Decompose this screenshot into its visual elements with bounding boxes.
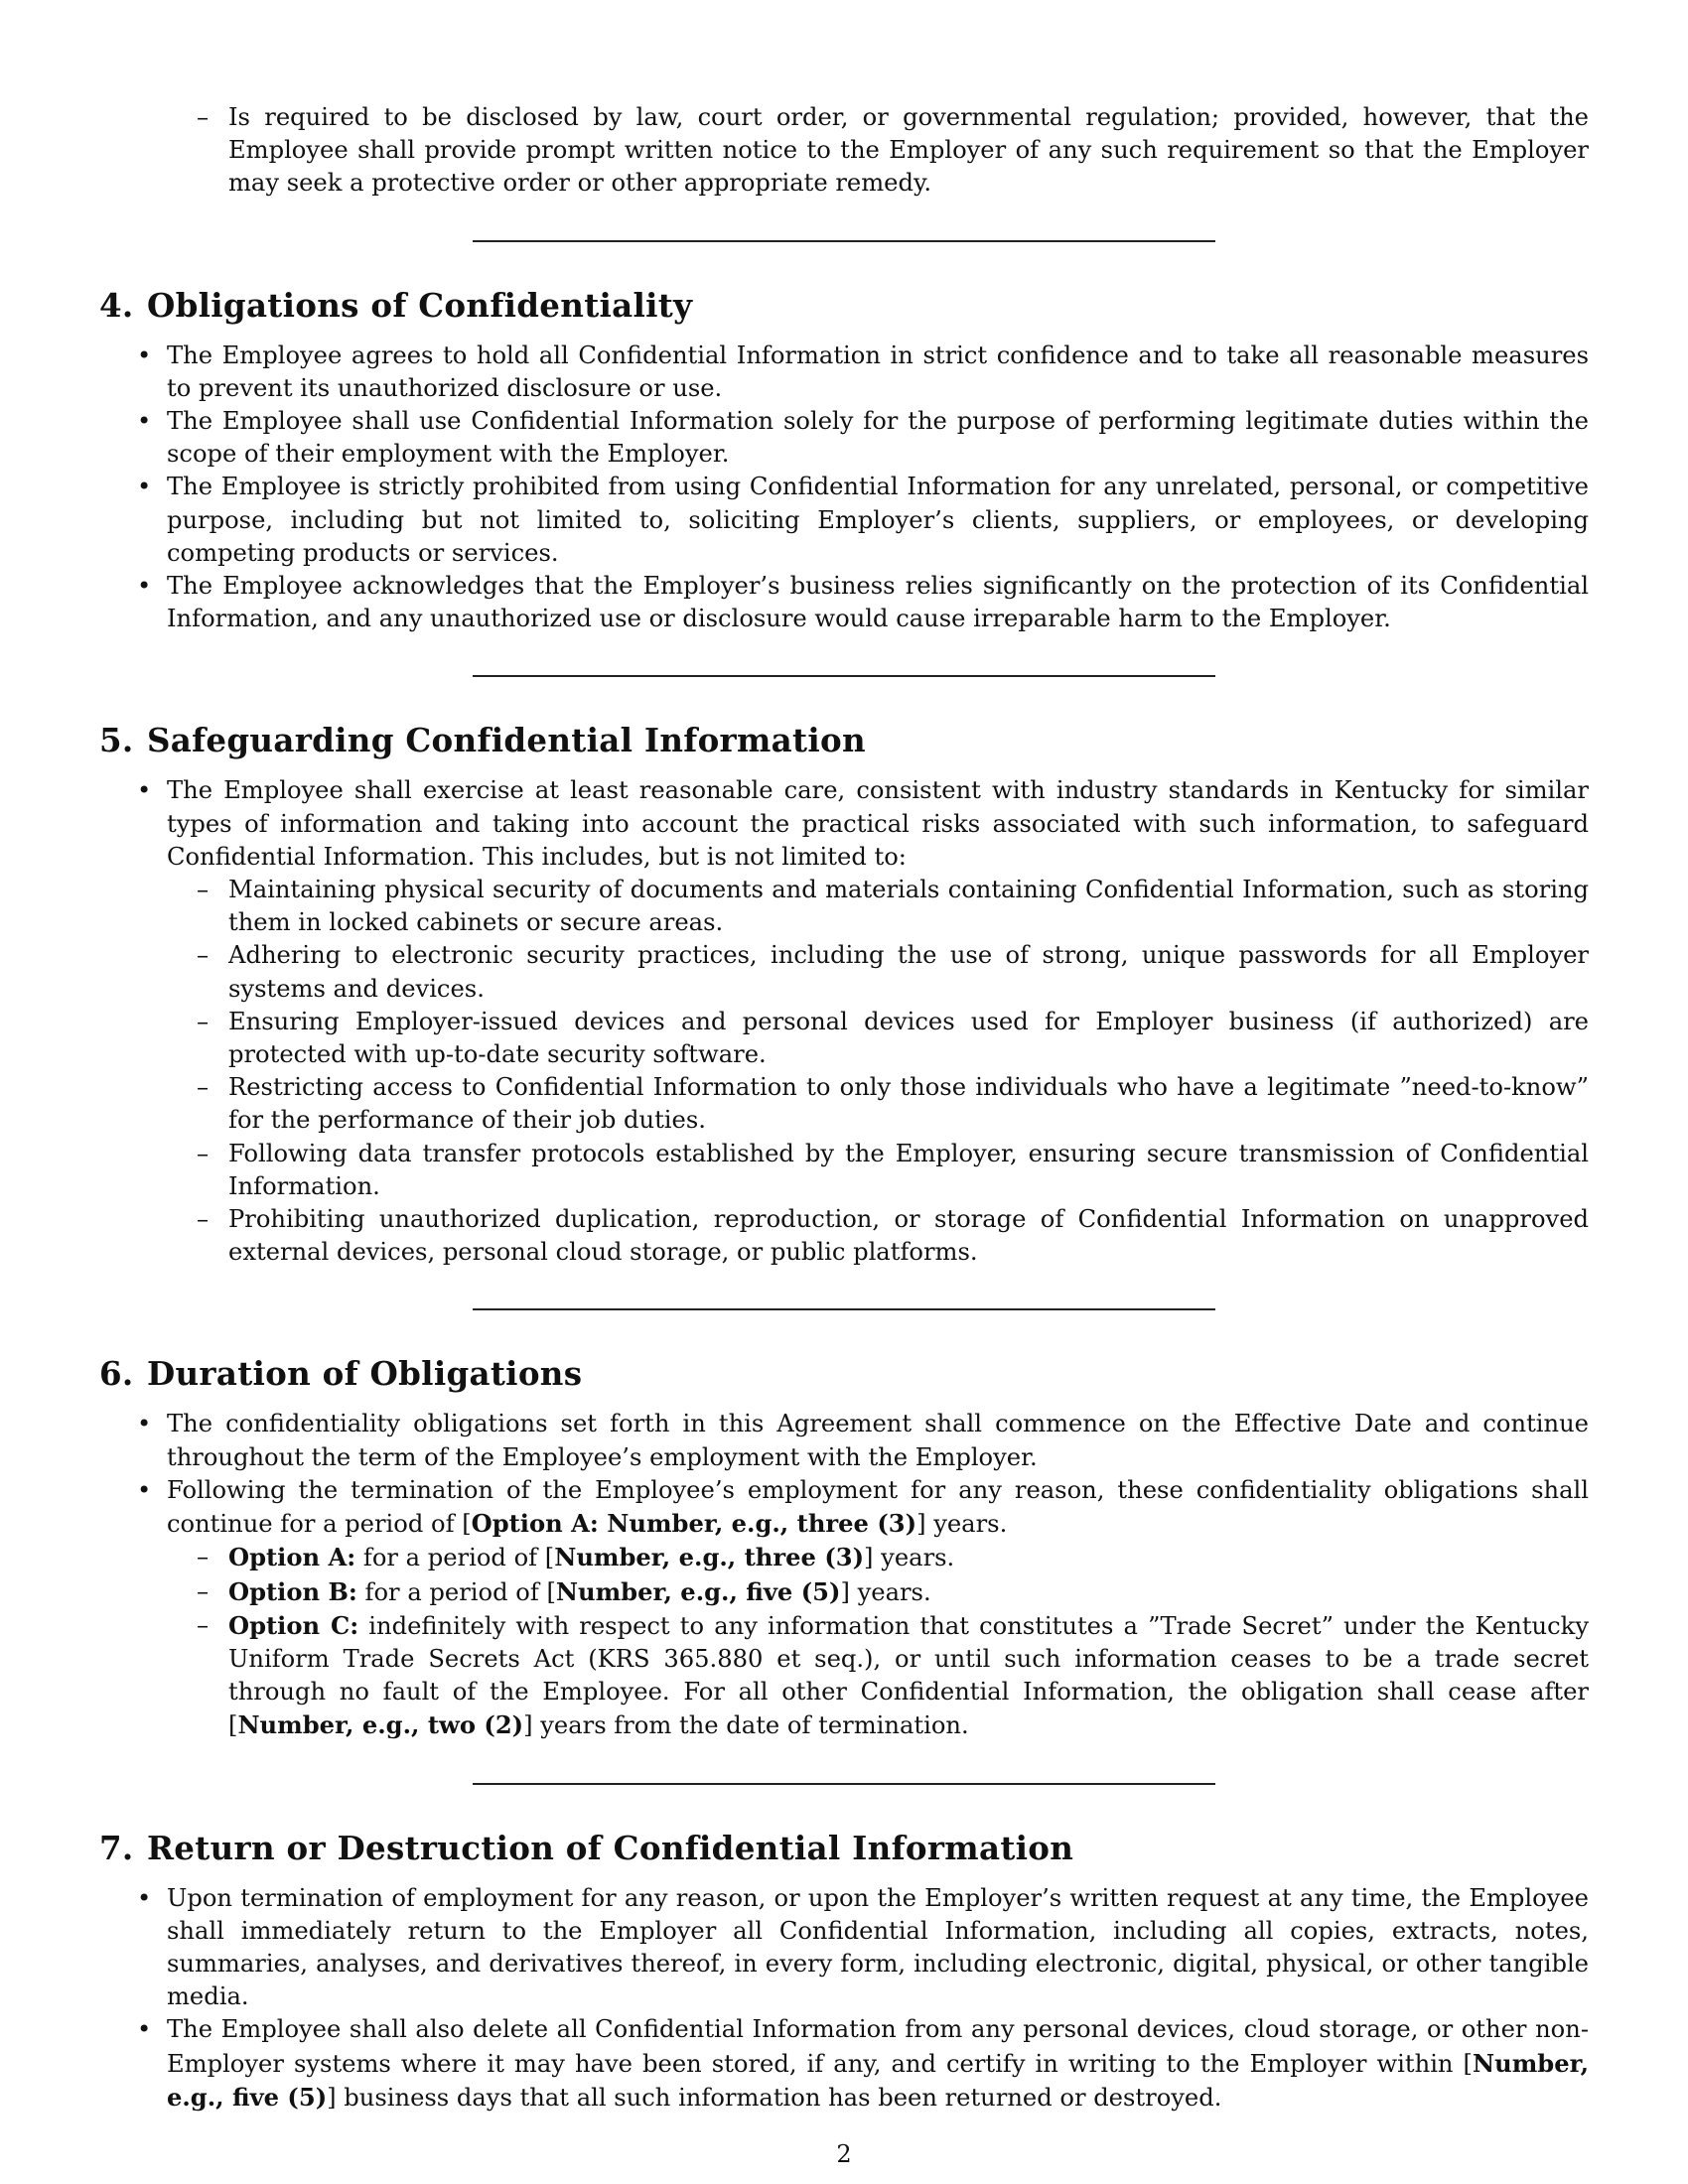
dash-marker: – — [197, 103, 210, 131]
section-heading-5: 5. Safeguarding Confidential Information — [99, 721, 866, 760]
list-item: – Adhering to electronic security practices, including the use of strong, unique passwords for all Employer systems and devices. — [197, 941, 1589, 1003]
section-divider — [473, 1783, 1215, 1785]
list-item: – Following data transfer protocols established by the Employer, ensuring secure transmission of Confidential Information. — [197, 1139, 1589, 1200]
bullet-marker: • — [137, 776, 152, 805]
dash-marker: – — [197, 1073, 210, 1102]
list-item: • The Employee shall use Confidential Information solely for the purpose of performing legitimate duties within the scope of their employment with the Employer. — [137, 407, 1589, 469]
section-divider — [473, 1308, 1215, 1310]
section-heading-4: 4. Obligations of Confidentiality — [99, 285, 693, 325]
list-item: – Restricting access to Confidential Information to only those individuals who have a legitimate ”need-to-know” for the performance of their job duties. — [197, 1073, 1589, 1135]
list-item: – Is required to be disclosed by law, court order, or governmental regulation; provided, however, that the Employee shall provide prompt written notice to the Employer of any such requirement so that the Employer may seek a protective order or other appropriate remedy. — [197, 103, 1589, 198]
bullet-marker: • — [137, 1410, 152, 1438]
list-item: – Maintaining physical security of documents and materials containing Confidential Information, such as storing them in locked cabinets or secure areas. — [197, 876, 1589, 937]
section-divider — [473, 675, 1215, 677]
dash-marker: – — [197, 1007, 210, 1035]
list-item: • The confidentiality obligations set forth in this Agreement shall commence on the Effective Date and continue throughout the term of the Employee’s employment with the Employer. — [137, 1410, 1589, 1471]
bullet-marker: • — [137, 473, 152, 501]
list-item: • Following the termination of the Employee’s employment for any reason, these confidentiality obligations shall continue for a period of [Option A: Number, e.g., three (3)] years. — [137, 1475, 1589, 1539]
section-6-options — [99, 1541, 1589, 1742]
dash-marker: – — [197, 1610, 210, 1639]
option-item: – Option C: indefinitely with respect to any information that constitutes a ”Trade Secret” under the Kentucky Uniform Trade Secrets Act (KRS 365.880 et seq.), or until such information ceases to be a trade secret through no fault of the Employee. For all other Confidential Information, the obligation shall cease after [Number, e.g., two (2)] years from the date of termination. — [197, 1610, 1589, 1740]
document-page — [99, 99, 1589, 2115]
section-heading-7: 7. Return or Destruction of Confidential Information — [99, 1828, 1074, 1867]
bullet-marker: • — [137, 341, 152, 369]
dash-marker: – — [197, 876, 210, 904]
bullet-marker: • — [137, 2015, 152, 2044]
list-item: • The Employee shall also delete all Confidential Information from any personal devices, cloud storage, or other non-Employer systems where it may have been stored, if any, and certify in writing to the Employer within [Number, e.g., five (5)] business days that all such information has been returned or destroyed. — [137, 2015, 1589, 2112]
section-heading-6: 6. Duration of Obligations — [99, 1354, 583, 1394]
list-item: • The Employee acknowledges that the Employer’s business relies significantly on the protection of its Confidential Information, and any unauthorized use or disclosure would cause irreparable harm to the Employer. — [137, 572, 1589, 633]
list-item: • Upon termination of employment for any reason, or upon the Employer’s written request at any time, the Employee shall immediately return to the Employer all Confidential Information, including all copies, extracts, notes, summaries, analyses, and derivatives thereof, in every form, including electronic, digital, physical, or other tangible media. — [137, 1883, 1589, 2011]
section-5-sublist — [99, 874, 1589, 1269]
option-item: – Option A: for a period of [Number, e.g., three (3)] years. — [99, 1541, 1589, 1574]
section-7-list — [99, 1882, 1589, 2115]
section-5-list — [99, 774, 1589, 874]
dash-marker: – — [197, 941, 210, 970]
list-item: – Prohibiting unauthorized duplication, reproduction, or storage of Confidential Information on unapproved external devices, personal cloud storage, or public platforms. — [197, 1205, 1589, 1267]
bullet-marker: • — [137, 407, 152, 436]
dash-marker: – — [197, 1205, 210, 1234]
list-item: • The Employee shall exercise at least reasonable care, consistent with industry standards in Kentucky for similar types of information and taking into account the practical risks associated with such information, to safeguard Confidential Information. This includes, but is not limited to: — [137, 776, 1589, 871]
section-4-list — [99, 340, 1589, 636]
dash-marker: – — [197, 1139, 210, 1167]
option-item: – Option B: for a period of [Number, e.g., five (5)] years. — [99, 1575, 1589, 1609]
dash-marker: – — [197, 1576, 210, 1605]
bullet-marker: • — [137, 1475, 152, 1504]
bullet-marker: • — [137, 572, 152, 601]
section-divider — [473, 240, 1215, 242]
list-item: – Ensuring Employer-issued devices and personal devices used for Employer business (if authorized) are protected with up-to-date security software. — [197, 1007, 1589, 1069]
list-item: • The Employee is strictly prohibited from using Confidential Information for any unrelated, personal, or competitive purpose, including but not limited to, soliciting Employer’s clients, suppliers, or employees, or developing competing products or services. — [137, 473, 1589, 567]
list-item: • The Employee agrees to hold all Confidential Information in strict confidence and to take all reasonable measures to prevent its unauthorized disclosure or use. — [137, 341, 1589, 402]
carryover-list — [99, 101, 1589, 201]
page-number: 2 — [836, 2140, 852, 2168]
dash-marker: – — [197, 1543, 210, 1571]
section-6-list — [99, 1408, 1589, 1541]
bullet-marker: • — [137, 1883, 152, 1912]
